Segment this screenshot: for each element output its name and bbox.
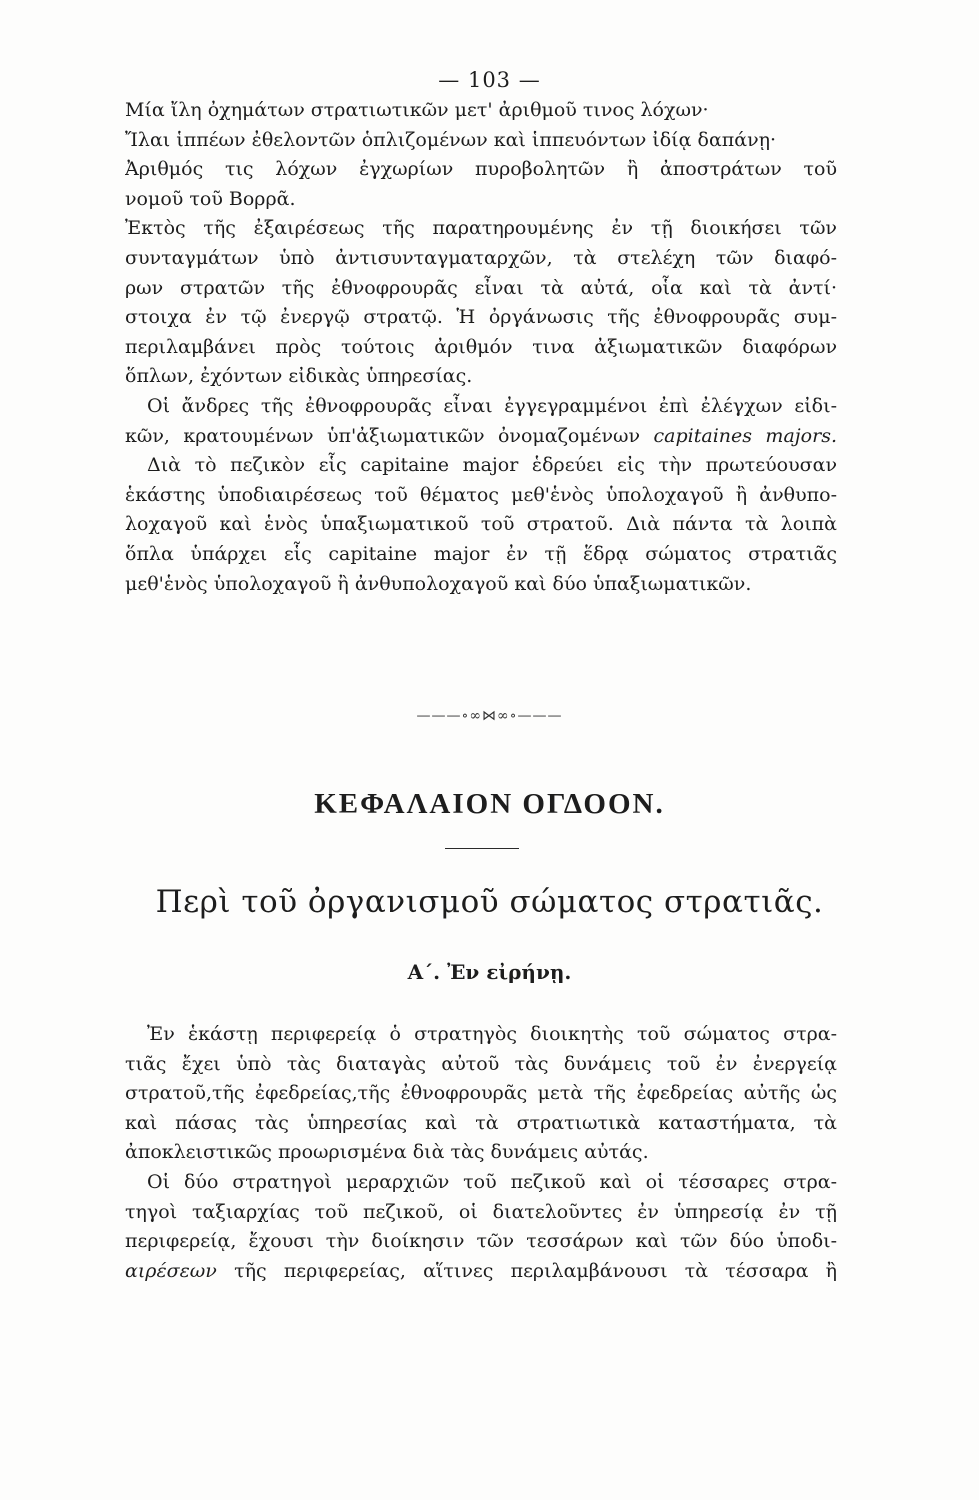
text-line: Ἀριθμός τις λόχων ἐγχωρίων πυροβολητῶν ἢ ἀποστράτων τοῦ xyxy=(125,158,837,181)
text-line: τηγοὶ ταξιαρχίας τοῦ πεζικοῦ, οἱ διατελοῦντες ἐν ὑπηρεσίᾳ ἐν τῇ xyxy=(125,1200,837,1223)
text-line: ρων στρατῶν τῆς ἐθνοφρουρᾶς εἶναι τὰ αὐτά, οἷα καὶ τὰ ἀντί· xyxy=(125,276,837,299)
text-line: μεθ'ἑνὸς ὑπολοχαγοῦ ἢ ἀνθυπολοχαγοῦ καὶ δύο ὑπαξιωματικῶν. xyxy=(125,572,752,595)
text-line: Μία ἴλη ὀχημάτων στρατιωτικῶν μετ' ἀριθμοῦ τινος λόχων· xyxy=(125,99,709,121)
italic-term: αιρέσεων xyxy=(125,1259,217,1282)
text-line: Ἴλαι ἱππέων ἐθελοντῶν ὁπλιζομένων καὶ ἱππευόντων ἰδίᾳ δαπάνῃ· xyxy=(125,128,777,151)
text-line: λοχαγοῦ καὶ ἑνὸς ὑπαξιωματικοῦ τοῦ στρατοῦ. Διὰ πάντα τὰ λοιπὰ xyxy=(125,513,837,536)
subsection-title: Α΄. Ἐν εἰρήνῃ. xyxy=(407,960,572,984)
body-text-top xyxy=(125,96,837,599)
decorative-divider: ———∘∞⋈∞∘——— xyxy=(416,708,563,724)
text-line: ἀποκλειστικῶς προωρισμένα διὰ τὰς δυνάμεις αὐτάς. xyxy=(125,1141,649,1164)
text-line: Ἐν ἑκάστῃ περιφερείᾳ ὁ στρατηγὸς διοικητὴς τοῦ σώματος στρα- xyxy=(147,1023,837,1045)
text-line-with-italic xyxy=(125,1257,837,1287)
text-line: Οἱ δύο στρατηγοὶ μεραρχιῶν τοῦ πεζικοῦ καὶ οἱ τέσσαρες στρα- xyxy=(147,1170,837,1193)
text-fragment: τῆς περιφερείας, αἵτινες περιλαμβάνουσι τὰ τέσσαρα ἢ xyxy=(234,1259,837,1282)
text-line: στρατοῦ,τῆς ἐφεδρείας,τῆς ἐθνοφρουρᾶς μετὰ τῆς ἐφεδρείας αὐτῆς ὡς xyxy=(125,1082,837,1105)
section-title: Περὶ τοῦ ὀργανισμοῦ σώματος στρατιᾶς. xyxy=(155,884,824,920)
text-line: τιᾶς ἔχει ὑπὸ τὰς διαταγὰς αὐτοῦ τὰς δυνάμεις τοῦ ἐν ἐνεργείᾳ xyxy=(125,1052,837,1075)
text-line: Ἐκτὸς τῆς ἐξαιρέσεως τῆς παρατηρουμένης ἐν τῇ διοικήσει τῶν xyxy=(125,217,837,240)
text-fragment: κῶν, κρατουμένων ὑπ'ἀξιωματικῶν ὀνομαζομένων xyxy=(125,424,641,447)
italic-term: capitaines majors. xyxy=(653,424,837,447)
text-line: περιφερείᾳ, ἔχουσι τὴν διοίκησιν τῶν τεσσάρων καὶ τῶν δύο ὑποδι- xyxy=(125,1230,837,1253)
chapter-heading: ΚΕΦΑΛΑΙΟΝ ΟΓΔΟΟΝ. xyxy=(314,788,665,820)
horizontal-rule xyxy=(445,848,519,849)
text-line: ὅπλα ὑπάρχει εἷς capitaine major ἐν τῇ ἕδρᾳ σώματος στρατιᾶς xyxy=(125,542,837,565)
text-line: καὶ πάσας τὰς ὑπηρεσίας καὶ τὰ στρατιωτικὰ καταστήματα, τὰ xyxy=(125,1111,837,1134)
text-line: ἑκάστης ὑποδιαιρέσεως τοῦ θέματος μεθ'ἑνὸς ὑπολοχαγοῦ ἢ ἀνθυπο- xyxy=(125,483,837,506)
text-line: νομοῦ τοῦ Βορρᾶ. xyxy=(125,187,296,210)
text-line: συνταγμάτων ὑπὸ ἀντισυνταγματαρχῶν, τὰ στελέχη τῶν διαφό- xyxy=(125,246,837,269)
page-number: — 103 — xyxy=(438,68,541,92)
text-line: ὅπλων, ἐχόντων εἰδικὰς ὑπηρεσίας. xyxy=(125,365,473,388)
text-line: περιλαμβάνει πρὸς τούτοις ἀριθμόν τινα ἀξιωματικῶν διαφόρων xyxy=(125,335,837,358)
text-line-with-italic xyxy=(125,422,837,452)
text-line: στοιχα ἐν τῷ ἐνεργῷ στρατῷ. Ἡ ὀργάνωσις τῆς ἐθνοφρουρᾶς συμ- xyxy=(125,306,837,329)
body-text-bottom xyxy=(125,1020,837,1286)
text-line: Οἱ ἄνδρες τῆς ἐθνοφρουρᾶς εἶναι ἐγγεγραμμένοι ἐπὶ ἐλέγχων εἰδι- xyxy=(147,394,837,417)
text-line: Διὰ τὸ πεζικὸν εἷς capitaine major ἑδρεύει εἰς τὴν πρωτεύουσαν xyxy=(147,454,837,477)
